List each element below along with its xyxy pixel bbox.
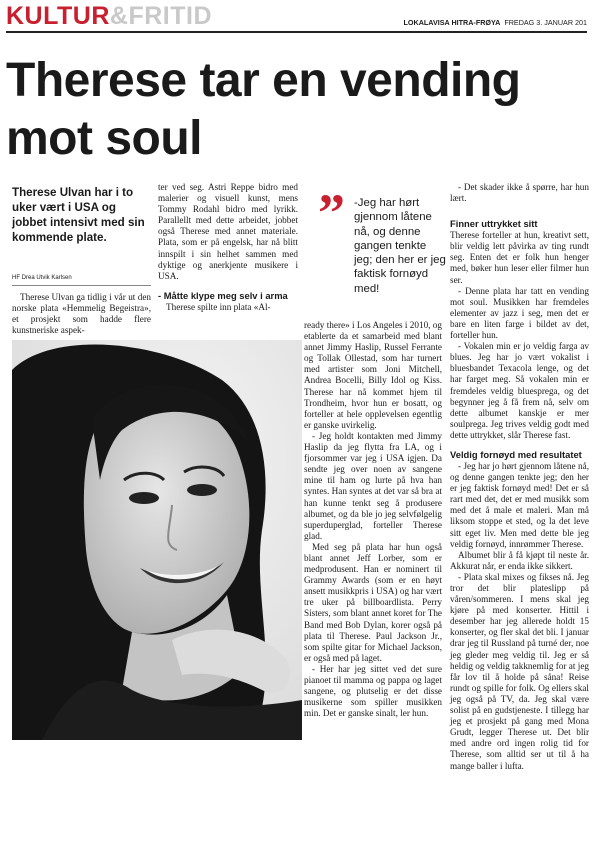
headline: Therese tar en vending mot soul: [6, 54, 521, 165]
quote-mark-icon: ”: [318, 183, 345, 243]
col4-paragraph: - Det skader ikke å spørre, har hun lært.: [450, 182, 589, 204]
portrait-image: [12, 340, 302, 740]
col3-paragraph: - Jeg holdt kontakten med Jimmy Haslip da jeg flytta fra LA, og i fjorsommer var jeg i USA igjen. Da sendte jeg over noen av sangene mine til ham og lurte på hva han syntes. Han syntes at det var så bra at han kunne tenkt seg å produsere albumet, og da ble jo jeg selvfølgelig superduperglad, forteller Therese glad.: [304, 430, 442, 541]
col1-body: [12, 292, 151, 336]
section-kultur: KULTUR: [6, 2, 110, 30]
col4-subheading-2: Veldig fornøyd med resultatet: [450, 448, 582, 460]
lead-text: Therese Ulvan har i to uker vært i USA og jobbet intensivt med sin kommende plate.: [12, 186, 145, 244]
col2-paragraph: ter ved seg. Astri Reppe bidro med malerier og visuell kunst, mens Tommy Rodahl bidro med lyrikk. Parallellt med dette arbeidet, jobbet også Therese med annet materiale. Plata, som er på engelsk, har nå blitt innspilt i sin helhet sammen med dyktige og anerkjente musikere i USA.: [158, 182, 298, 281]
col4-paragraph: - Denne plata har tatt en vending mot soul. Musikken har fremdeles elementer av jazz i seg, men det er bare en liten farge i bildet av det, forteller hun.: [450, 285, 589, 341]
col2-subheading: - Måtte klype meg selv i arma: [158, 289, 288, 301]
issue-date: FREDAG 3. JANUAR 201: [504, 18, 587, 27]
col1-paragraph: Therese Ulvan ga tidlig i vår ut den norske plata «Hemmelig Begeistra», et prosjekt som hadde flere kunstneriske aspek-: [12, 292, 151, 336]
col4-paragraph: - Jeg har jo hørt gjennom låtene nå, og denne gangen tenkte jeg; den her er jeg faktisk fornøyd med! Det er så rart med det, det er med musikk som med det å male et maleri. Man må liksom stoppe et sted, og la det leve sitt eget liv. Men med dette ble jeg veldig fornøyd, innrømmer Therese.: [450, 460, 589, 549]
col3-paragraph: - Her har jeg sittet ved det sure pianoet til mamma og pappa og laget sangene, og plutselig er det disse musikerne som spiller musikken min. Det er ganske sinalt, ler hun.: [304, 663, 442, 719]
dateline: [404, 18, 587, 27]
col3-paragraph: Med seg på plata har hun også blant annet Jeff Lorber, som er medprodusent. Han er nominert til Grammy Awards (som er en høyt ansett musikkpris i USA) og har vært tre uker på billboardlista. Perry Sisters, som blant annet koret for The Band med Bob Dylan, korer også på plata til Therese. Paul Jackson Jr., som spilte gitar for Michael Jackson, er også med på laget.: [304, 541, 442, 663]
col4-body: [450, 182, 589, 772]
col3-paragraph: ready there» i Los Angeles i 2010, og etablerte da et samarbeid med blant annet Jimmy Haslip, Russel Ferrante og Tollak Ollestad, som har turnert med artister som Joni Mitchell, Andrea Bocelli, Billy Idol og Kiss. Therese har nå kommet hjem til Trondheim, hvor hun er bosatt, og forteller at hele opplevelsen egentlig er ganske uvirkelig.: [304, 320, 442, 430]
col4-paragraph: Therese forteller at hun, kreativt sett, blir veldig lett påvirka av ting rundt seg. Enten det er folk hun henger med, bøker hun leser eller filmer hun ser.: [450, 230, 589, 285]
paper-name: LOKALAVISA HITRA-FRØYA: [403, 18, 501, 27]
col4-paragraph: - Vokalen min er jo veldig farga av blues. Jeg har jo vært vokalist i bluesbandet Texacola lenge, og det har farget meg. Så vokalen min er fremdeles veldig bluesprega, og det begynner jeg å få frem nå, selv om dette albumet kanskje er mer soulprega. Jeg trives veldig godt med dette uttrykket, slår Therese fast.: [450, 341, 589, 440]
section-title: [6, 2, 212, 30]
portrait-photo: [12, 340, 302, 740]
section-amp: &: [109, 2, 129, 30]
pull-quote: -Jeg har hørt gjennom låtene nå, og denne gangen tenkte jeg; den her er jeg faktisk fornøyd med!: [354, 197, 446, 295]
byline: HF Drea Utvik Karlsen: [12, 275, 72, 281]
col4-paragraph: - Plata skal mixes og fikses nå. Jeg tror det blir plateslipp på våren/sommeren. I mens skal jeg kjøre på med konserter. Hittil i desember har jeg allerede holdt 15 konserter, og fler skal det bli. I januar drar jeg til Russland på turné der, noe jeg gleder meg veldig til. Jeg er så heldig og veldig takknemlig for at jeg får lov til å holde på såna! Reise rundt og spille for folk. Og ellers skal jeg også på TV, da. Jeg skal være solist på en gudstjeneste. I tillegg har jeg et prosjekt på gang med Mona Grudt, legger Therese ut. Det blir med andre ord ingen rolig tid for Therese, som alltid ser ut til å ha mange baller i lufta.: [450, 571, 589, 771]
col2-body: [158, 182, 298, 313]
col4-subheading-1: Finner uttrykket sitt: [450, 218, 538, 230]
byline-rule: [12, 285, 151, 286]
col3-body: [304, 320, 442, 719]
header-rule: [6, 31, 587, 33]
col4-paragraph: Albumet blir å få kjøpt til neste år. Akkurat når, er enda ikke sikkert.: [450, 549, 589, 571]
section-fritid: FRITID: [128, 2, 213, 30]
col2-paragraph-2: Therese spilte inn plata «Al-: [166, 301, 271, 312]
